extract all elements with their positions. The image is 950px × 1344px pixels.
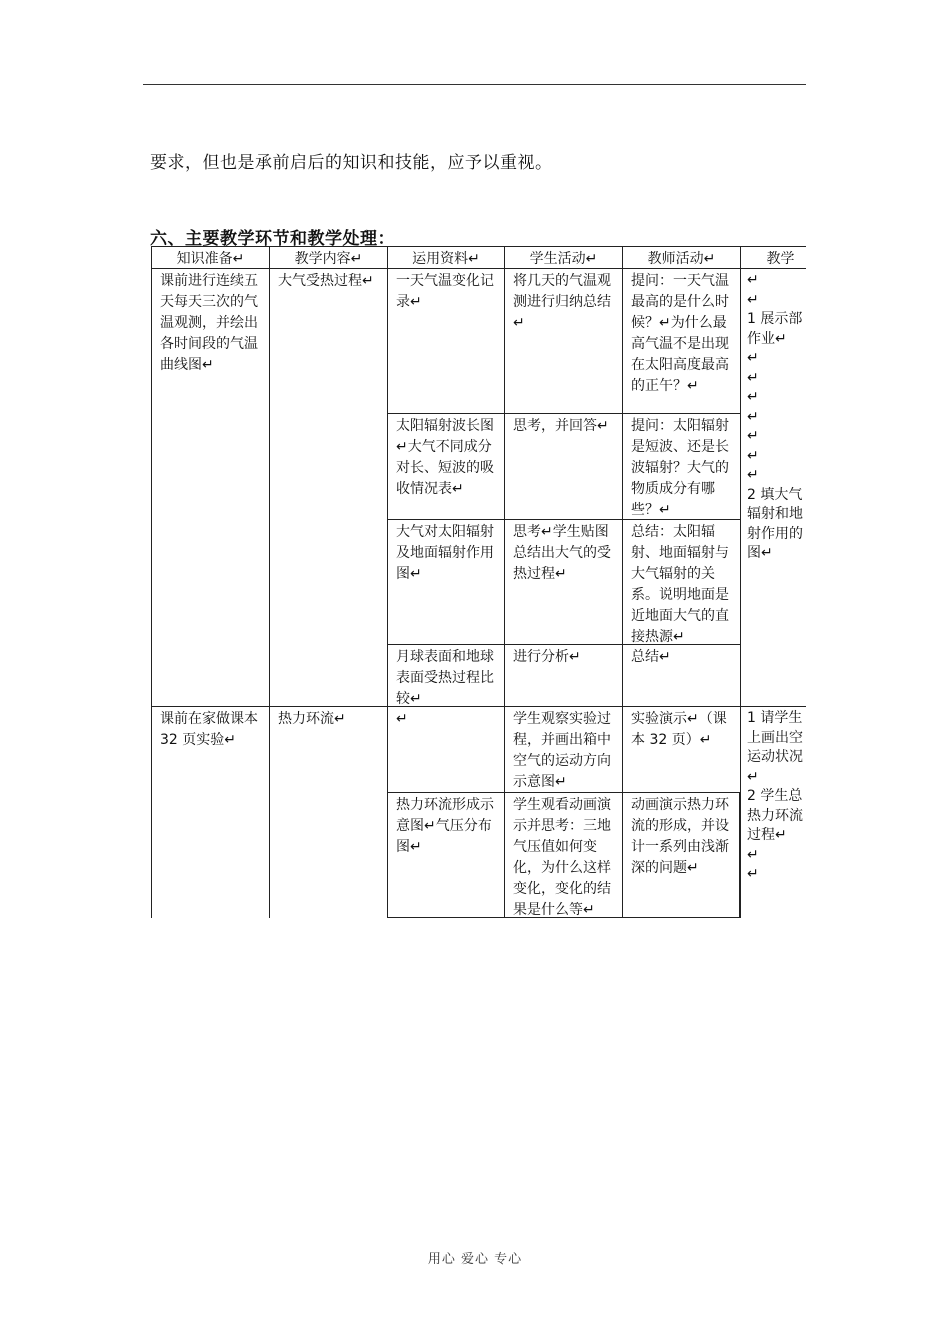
r1-student-2: 思考，并回答↵ bbox=[504, 413, 622, 519]
header-content: 教学内容↵ bbox=[269, 246, 387, 268]
r1-material-3: 大气对太阳辐射及地面辐射作用图↵ bbox=[387, 519, 504, 644]
r1-student-1: 将几天的气温观测进行归纳总结↵ bbox=[504, 268, 622, 413]
r2-teacher-2: 动画演示热力环流的形成，并设计一系列由浅渐深的问题↵ bbox=[622, 792, 740, 918]
r2-method: 1 请学生 上画出空 运动状况 ↵ 2 学生总 热力环流 过程↵ ↵ ↵ bbox=[740, 706, 806, 918]
r1-material-1: 一天气温变化记录↵ bbox=[387, 268, 504, 413]
r1-material-4: 月球表面和地球表面受热过程比较↵ bbox=[387, 644, 504, 706]
header-rule bbox=[143, 84, 806, 85]
header-material: 运用资料↵ bbox=[387, 246, 504, 268]
header-teacher: 教师活动↵ bbox=[622, 246, 740, 268]
teaching-table bbox=[151, 246, 806, 918]
r1-teacher-2: 提问：太阳辐射是短波、还是长波辐射？大气的物质成分有哪些？↵ bbox=[622, 413, 740, 519]
r2-material-2: 热力环流形成示意图↵气压分布图↵ bbox=[387, 792, 504, 918]
r2-material-1: ↵ bbox=[387, 706, 504, 792]
intro-paragraph: 要求，但也是承前启后的知识和技能，应予以重视。 bbox=[150, 153, 553, 173]
r2-student-1: 学生观察实验过程，并画出箱中空气的运动方向示意图↵ bbox=[504, 706, 622, 792]
r2-knowledge: 课前在家做课本 32 页实验↵ bbox=[151, 706, 269, 918]
section-heading: 六、主要教学环节和教学处理： bbox=[150, 229, 395, 249]
r1-student-3: 思考↵学生贴图总结出大气的受热过程↵ bbox=[504, 519, 622, 644]
header-knowledge: 知识准备↵ bbox=[151, 246, 269, 268]
r2-content: 热力环流↵ bbox=[269, 706, 387, 918]
r1-teacher-1: 提问：一天气温最高的是什么时候？↵为什么最高气温不是出现在太阳高度最高的正午？↵ bbox=[622, 268, 740, 413]
r1-method: ↵ ↵ 1 展示部 作业↵ ↵ ↵ ↵ ↵ ↵ ↵ ↵ 2 填大气 辐射和地 射作用的 图↵ bbox=[740, 268, 806, 706]
r1-student-4: 进行分析↵ bbox=[504, 644, 622, 706]
header-student: 学生活动↵ bbox=[504, 246, 622, 268]
r1-knowledge: 课前进行连续五天每天三次的气温观测，并绘出各时间段的气温曲线图↵ bbox=[151, 268, 269, 706]
r2-student-2: 学生观看动画演示并思考：三地气压值如何变化，为什么这样变化，变化的结果是什么等↵ bbox=[504, 792, 622, 918]
page-footer: 用心 爱心 专心 bbox=[427, 1252, 523, 1267]
r1-material-2: 太阳辐射波长图↵大气不同成分对长、短波的吸收情况表↵ bbox=[387, 413, 504, 519]
r2-teacher-1: 实验演示↵（课本 32 页）↵ bbox=[622, 706, 740, 792]
r1-teacher-3: 总结：太阳辐射、地面辐射与大气辐射的关系。说明地面是近地面大气的直接热源↵ bbox=[622, 519, 740, 644]
header-method: 教学 bbox=[740, 246, 806, 268]
r1-content: 大气受热过程↵ bbox=[269, 268, 387, 706]
r1-teacher-4: 总结↵ bbox=[622, 644, 740, 706]
